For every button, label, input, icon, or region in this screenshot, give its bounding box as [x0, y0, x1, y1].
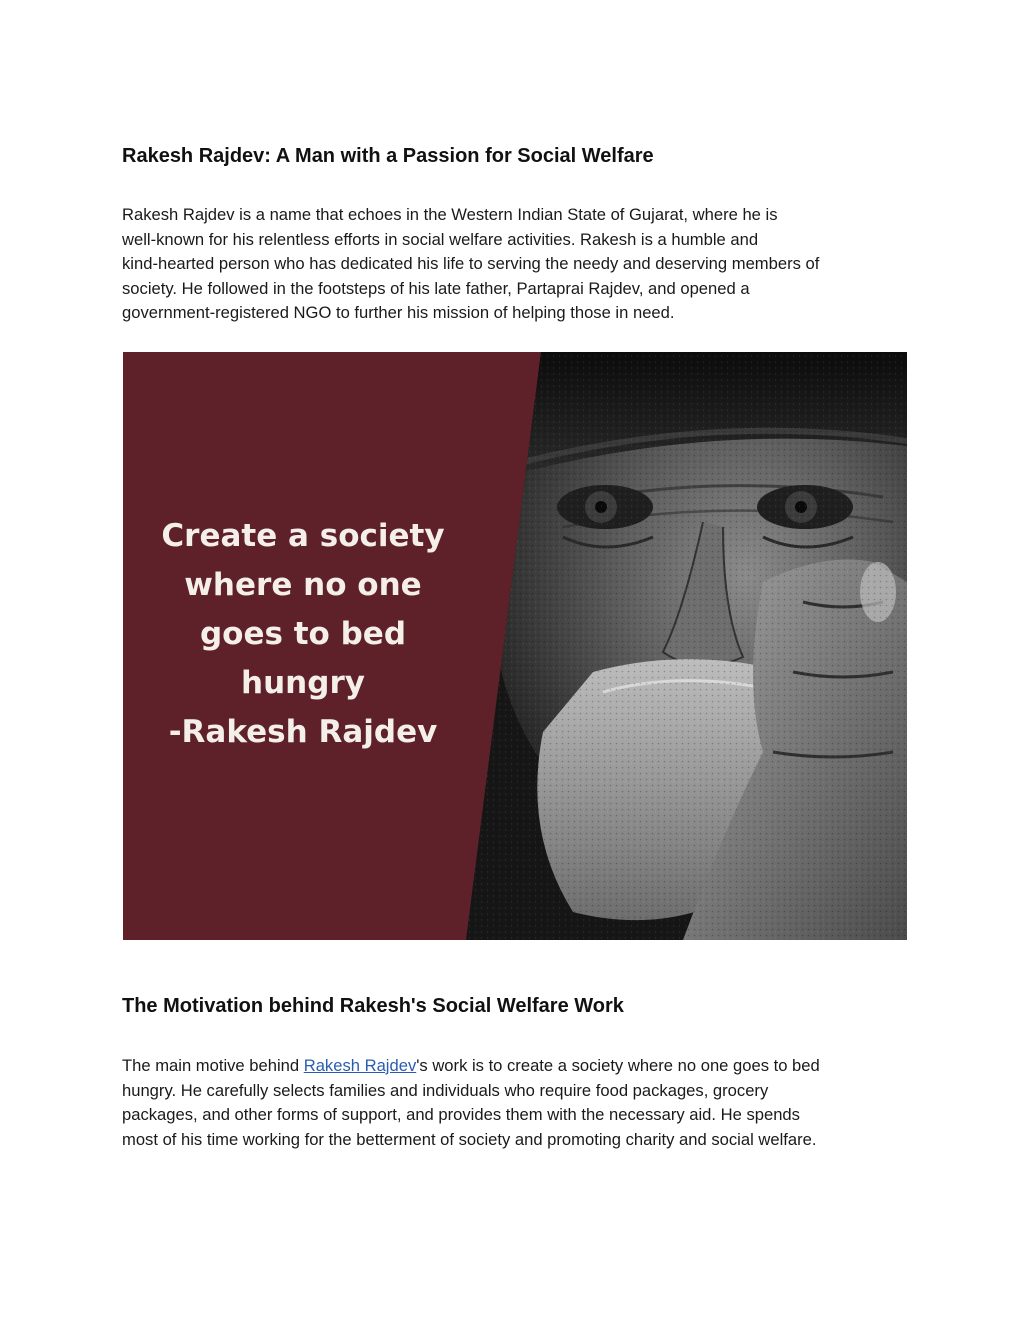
quote-attribution: -Rakesh Rajdev — [168, 714, 438, 750]
quote-line: Create a society — [161, 518, 445, 554]
quote-banner-image — [123, 352, 907, 940]
paragraph-line: society. He followed in the footsteps of his late father, Partaprai Rajdev, and opened a — [122, 278, 750, 298]
motivation-paragraph — [122, 1054, 912, 1152]
paragraph-line: most of his time working for the betterment of society and promoting charity and social welfare. — [122, 1129, 817, 1149]
paragraph-text: 's work is to create a society where no one goes to bed — [416, 1056, 820, 1075]
paragraph-line — [122, 1054, 912, 1079]
paragraph-line: kind-hearted person who has dedicated his life to serving the needy and deserving members of — [122, 254, 820, 273]
quote-banner-graphic — [123, 352, 907, 940]
paragraph-line: hungry. He carefully selects families and individuals who require food packages, grocery — [122, 1080, 769, 1100]
quote-line: goes to bed — [199, 616, 407, 652]
paragraph-line: government-registered NGO to further his mission of helping those in need. — [122, 303, 675, 322]
paragraph-line: well-known for his relentless efforts in social welfare activities. Rakesh is a humble and — [122, 229, 759, 249]
paragraph-line: packages, and other forms of support, and provides them with the necessary aid. He spends — [122, 1105, 800, 1124]
intro-paragraph — [122, 203, 912, 326]
section-heading-motivation: The Motivation behind Rakesh's Social Welfare Work — [122, 995, 624, 1017]
quote-line: where no one — [184, 567, 422, 603]
paragraph-line: Rakesh Rajdev is a name that echoes in the Western Indian State of Gujarat, where he is — [122, 205, 778, 224]
section-heading-passion: Rakesh Rajdev: A Man with a Passion for Social Welfare — [122, 145, 654, 167]
quote-line: hungry — [241, 665, 365, 701]
rakesh-rajdev-link[interactable]: Rakesh Rajdev — [303, 1056, 417, 1075]
paragraph-text: The main motive behind — [122, 1056, 304, 1075]
